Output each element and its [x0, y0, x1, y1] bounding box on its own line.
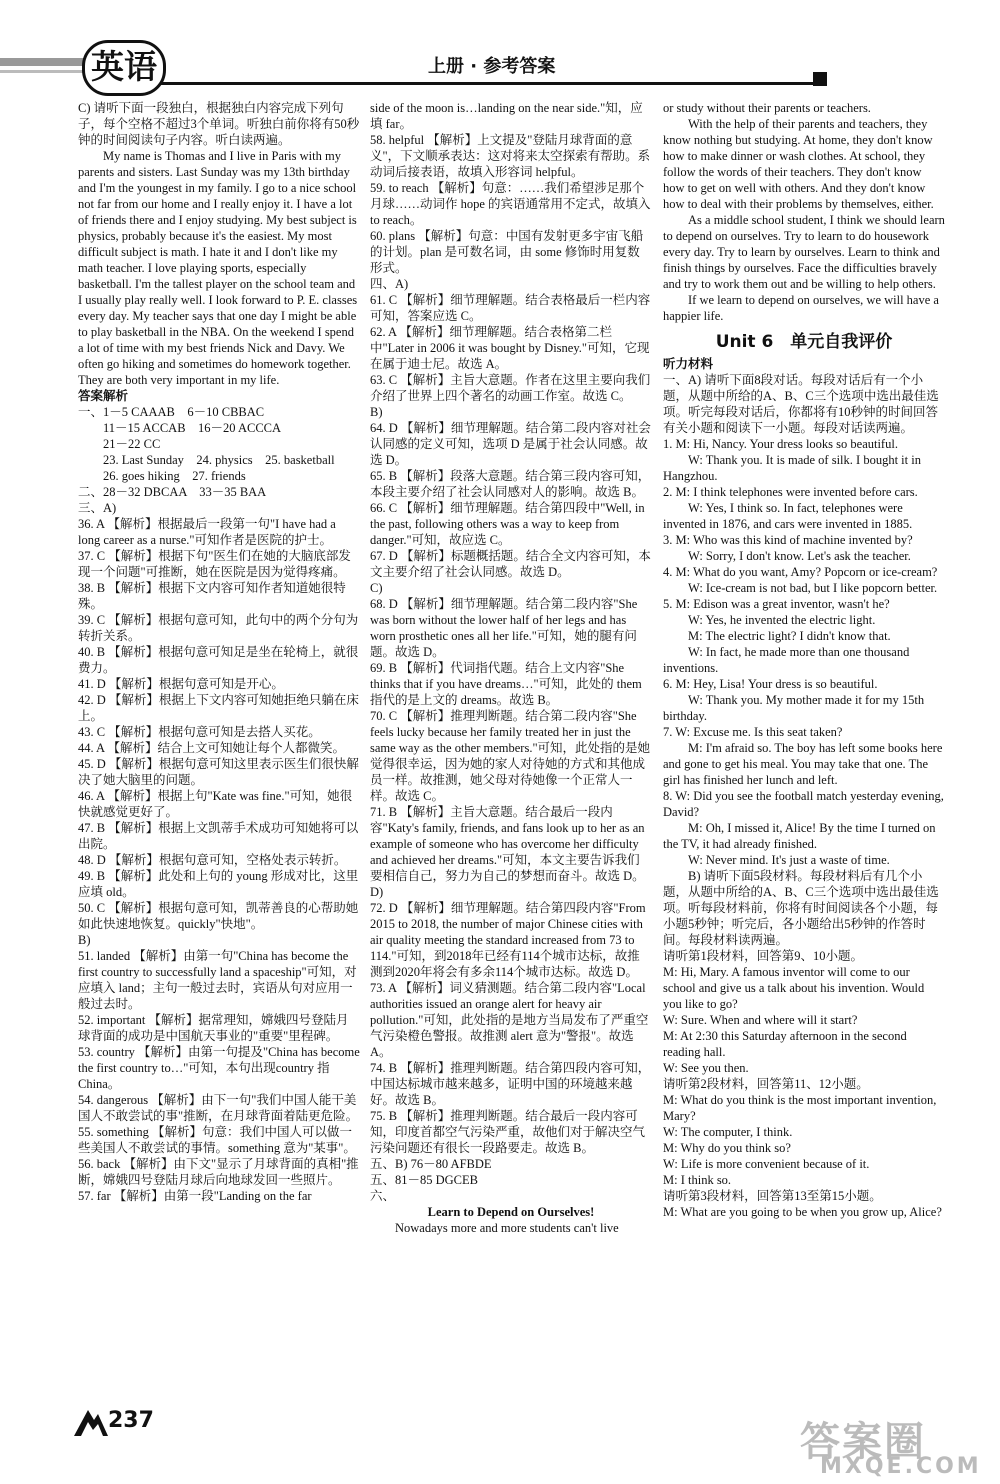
dialogue-line: M: The electric light? I didn't know that. [688, 629, 891, 643]
dialogue-line: 2. M: I think telephones were invented before cars. [663, 485, 918, 499]
essay-paragraph: As a middle school student, I think we should learn to depend on ourselves. Try to learn to do housework every day. Try to learn by ourselves. Learn to think and finish things by ourselves. Face the difficulties bravely and try to work them out and be willing to help others. [663, 213, 945, 291]
answer-item: 41. D 【解析】根据句意可知是开心。 [78, 677, 284, 691]
dialogue-line: M: Hi, Mary. A famous inventor will come to our school and give us a talk about his invention. Would you like to go? [663, 965, 925, 1011]
answer-item: 67. D 【解析】标题概括题。结合全文内容可知，本文主要介绍了社会认同感。故选 D。 [370, 549, 651, 579]
column-left [78, 100, 360, 1204]
answer-item: 45. D 【解析】根据句意可知这里表示医生们很快解决了她大脑里的问题。 [78, 757, 359, 787]
answer-item: 65. B 【解析】段落大意题。结合第三段内容可知，本段主要介绍了社会认同感对人的影响。故选 B。 [370, 469, 651, 499]
answer-item: 74. B 【解析】推理判断题。结合第四段内容可知，中国达标城市越来越多，证明中国的环境越来越好。故选 B。 [370, 1061, 651, 1107]
answer-item: 56. back 【解析】由下文"显示了月球背面的真相"推断，嫦娥四号登陆月球后向地球发回一些照片。 [78, 1157, 359, 1187]
essay-paragraph: With the help of their parents and teachers, they know nothing but studying. At home, they don't know how to make dinner or wash clothes. At school, they follow the words of their teachers. They don't know how to get on well with others. And they don't know how to deal with their problems by themselves, either. [663, 117, 934, 211]
answer-item: 51. landed 【解析】由第一句"China has become the first country to successfully land a spaceship"可知，对应填入 land；主句一般过去时，宾语从句对应用一般过去时。 [78, 949, 357, 1011]
answer-item: 66. C 【解析】细节理解题。结合第四段中"Well, in the past, following others was a way to keep from danger."可知，故应选 C。 [370, 501, 645, 547]
dialogue-line: M: Why do you think so? [663, 1141, 791, 1155]
section-label: 六、 [370, 1189, 396, 1203]
section-instruction: C) 请听下面一段独白，根据独白内容完成下列句子，每个空格不超过3个单词。听独白前你将有50秒钟的时间阅读句子内容。听白读两遍。 [78, 101, 360, 147]
section-label: B) [78, 933, 91, 947]
dialogue-line: W: Thank you. It is made of silk. I bought it in Hangzhou. [663, 453, 921, 483]
answer-item: 37. C 【解析】根据下句"医生们在她的大脑底部发现一个问题"可推断，她在医院是因为觉得疼痛。 [78, 549, 351, 579]
essay-paragraph: If we learn to depend on ourselves, we will have a happier life. [663, 293, 939, 323]
dialogue-line: W: Sorry, I don't know. Let's ask the teacher. [688, 549, 911, 563]
material-label: 请听第3段材料，回答第13至第15小题。 [663, 1189, 882, 1203]
dialogue-line: M: I'm afraid so. The boy has left some books here and gone to get his meal. You may take that one. The girl has finished her lunch and left. [663, 741, 943, 787]
section-label: C) [370, 581, 383, 595]
dialogue-line: 4. M: What do you want, Amy? Popcorn or ice-cream? [663, 565, 938, 579]
answer-item: 59. to reach 【解析】句意：……我们希望涉足那个月球……动词作 hope 的宾语通常用不定式，故填入 to reach。 [370, 181, 651, 227]
dialogue-line: 1. M: Hi, Nancy. Your dress looks so beautiful. [663, 437, 898, 451]
dialogue-line: 5. M: Edison was a great inventor, wasn't he? [663, 597, 890, 611]
dialogue-line: W: See you then. [663, 1061, 749, 1075]
column-middle [370, 100, 652, 1236]
section-label: D) [370, 885, 384, 899]
essay-title: Learn to Depend on Ourselves! [427, 1205, 595, 1219]
answer-item: 55. something 【解析】句意：我们中国人可以做一些美国人不敢尝试的事情。something 意为"某事"。 [78, 1125, 356, 1155]
page-header [0, 40, 1000, 92]
header-rule [160, 82, 820, 85]
section-heading: 听力材料 [663, 357, 714, 371]
answer-item: side of the moon is…landing on the near side."知，应填 far。 [370, 101, 643, 131]
answer-item: 62. A 【解析】细节理解题。结合表格第二栏中"Later in 2006 it was bought by Disney."可知，它现在属于迪士尼。故选 A。 [370, 325, 650, 371]
answer-line: 一、1－5 CAAAB 6－10 CBBAC [78, 405, 265, 419]
answer-heading: 答案解析 [78, 389, 129, 403]
answer-item: 50. C 【解析】根据句意可知，凯蒂善良的心帮助她如此快速地恢复。quickly"快地"。 [78, 901, 359, 931]
dialogue-line: M: What do you think is the most important invention, Mary? [663, 1093, 937, 1123]
answer-item: 63. C 【解析】主旨大意题。作者在这里主要向我们介绍了世界上四个著名的动画工作室。故选 C。 [370, 373, 651, 403]
answer-item: 38. B 【解析】根据下文内容可知作者知道她很特殊。 [78, 581, 346, 611]
dialogue-line: W: In fact, he made more than one thousand inventions. [663, 645, 910, 675]
answer-item: 49. B 【解析】此处和上句的 young 形成对比，这里应填 old。 [78, 869, 359, 899]
mountain-logo-icon [72, 1404, 110, 1438]
dialogue-line: W: Yes, he invented the electric light. [688, 613, 876, 627]
dialogue-line: 3. M: Who was this kind of machine invented by? [663, 533, 913, 547]
answer-item: 39. C 【解析】根据句意可知，此句中的两个分句为转折关系。 [78, 613, 359, 643]
dialogue-line: 7. W: Excuse me. Is this seat taken? [663, 725, 843, 739]
answer-line: 23. Last Sunday 24. physics 25. basketball [103, 453, 335, 467]
answer-item: 68. D 【解析】细节理解题。结合第二段内容"She was born without the lower half of her legs and has worn prosthetic ones all her life."可知，她的腿有问题。故选 D。 [370, 597, 638, 659]
dialogue-line: W: Sure. When and where will it start? [663, 1013, 858, 1027]
listening-instruction: 一、A) 请听下面8段对话。每段对话后有一个小题，从题中所给的A、B、C三个选项中选出最佳选项。听完每段对话后，你都将有10秒钟的时间回答有关小题和阅读下一小题。每段对话读两遍。 [663, 373, 939, 435]
answer-item: 69. B 【解析】代词指代题。结合上文内容"She thinks that if you have dreams…"可知，此处的 them 指代的是上文的 dreams。故选 B。 [370, 661, 642, 707]
answer-line: 五、81－85 DGCEB [370, 1173, 478, 1187]
header-decor-bar [0, 58, 85, 66]
answer-line: 26. goes hiking 27. friends [103, 469, 246, 483]
dialogue-line: W: Life is more convenient because of it. [663, 1157, 870, 1171]
dialogue-line: W: Yes, I think so. In fact, telephones were invented in 1876, and cars were invented in 1885. [663, 501, 913, 531]
dialogue-line: 8. W: Did you see the football match yesterday evening, David? [663, 789, 944, 819]
answer-item: 36. A 【解析】根据最后一段第一句"I have had a long career as a nurse."可知作者是医院的护士。 [78, 517, 336, 547]
essay-paragraph: Nowadays more and more students can't live [395, 1221, 619, 1235]
dialogue-line: W: Ice-cream is not bad, but I like popcorn better. [688, 581, 938, 595]
header-title: 上册 · 参考答案 [428, 56, 556, 77]
answer-item: 73. A 【解析】词义猜测题。结合第二段内容"Local authorities issued an orange alert for heavy air pollution."可知，此处指的是地方当局发布了严重空气污染橙色警报。故推测 alert 意为"警报"。故选 A。 [370, 981, 649, 1059]
watermark-url: MXQE.COM [820, 1454, 982, 1479]
material-label: 请听第1段材料，回答第9、10小题。 [663, 949, 864, 963]
answer-line: 21－22 CC [103, 437, 161, 451]
answer-item: 42. D 【解析】根据上下文内容可知她拒绝只躺在床上。 [78, 693, 359, 723]
section-label: 三、A) [78, 501, 117, 515]
listening-instruction: B) 请听下面5段材料。每段材料后有几个小题，从题中所给的A、B、C三个选项中选出最佳选项。听每段材料前，你将有时间阅读各个小题，每小题5秒钟；听完后，各小题给出5秒钟的作答时间。每段材料读两遍。 [663, 869, 939, 947]
answer-item: 54. dangerous 【解析】由下一句"我们中国人能干美国人不敢尝试的事"推断，在月球背面着陆更危险。 [78, 1093, 359, 1123]
answer-item: 48. D 【解析】根据句意可知，空格处表示转折。 [78, 853, 347, 867]
answer-line: 五、B) 76－80 AFBDE [370, 1157, 492, 1171]
answer-line: 二、28－32 DBCAA 33－35 BAA [78, 485, 267, 499]
answer-item: 75. B 【解析】推理判断题。结合最后一段内容可知，印度首都空气污染严重，故他们对于解决空气污染问题还有很长一段路要走。故选 B。 [370, 1109, 646, 1155]
dialogue-line: M: I think so. [663, 1173, 732, 1187]
answer-item: 53. country 【解析】由第一句提及"China has become the first country to…"可知，本句出现country 指 China。 [78, 1045, 360, 1091]
subject-badge: 英语 [82, 40, 166, 96]
answer-item: 52. important 【解析】据常理知，嫦娥四号登陆月球背面的成功是中国航天事业的"重要"里程碑。 [78, 1013, 349, 1043]
material-label: 请听第2段材料，回答第11、12小题。 [663, 1077, 869, 1091]
header-square-mark [813, 72, 827, 86]
column-right [663, 100, 945, 1220]
dialogue-line: W: Never mind. It's just a waste of time. [688, 853, 890, 867]
answer-item: 43. C 【解析】根据句意可知是去搭人买花。 [78, 725, 321, 739]
answer-item: 64. D 【解析】细节理解题。结合第二段内容对社会认同感的定义可知，选项 D 是属于社会认同感。故选 D。 [370, 421, 651, 467]
answer-item: 40. B 【解析】根据句意可知足是坐在轮椅上，就很费力。 [78, 645, 359, 675]
answer-item: 72. D 【解析】细节理解题。结合第四段内容"From 2015 to 2018, the number of major Chinese cities with air quality meeting the standard increased from 73 to 114."可知，到2018年已经有114个城市达标，故推测到2020年将会有多余114个城市达标。故选 D。 [370, 901, 646, 979]
dialogue-line: W: Thank you. My mother made it for my 15th birthday. [663, 693, 925, 723]
header-decor-bar-thin [0, 70, 85, 73]
answer-item: 60. plans 【解析】句意：中国有发射更多宇宙飞船的计划。plan 是可数名词，由 some 修饰时用复数形式。 [370, 229, 644, 275]
section-label: 四、A) [370, 277, 409, 291]
answer-item: 44. A 【解析】结合上文可知她让每个人都微笑。 [78, 741, 346, 755]
dialogue-line: M: What are you going to be when you grow up, Alice? [663, 1205, 942, 1219]
unit-title: Unit 6 单元自我评价 [715, 332, 893, 352]
answer-item: 47. B 【解析】根据上文凯蒂手术成功可知她将可以出院。 [78, 821, 359, 851]
answer-item: 71. B 【解析】主旨大意题。结合最后一段内容"Katy's family, friends, and fans look up to her as an example of someone who has overcome her difficulty and achieved her dreams."可知，本文主要告诉我们要相信自己，努力为自己的梦想而奋斗。故选 D。 [370, 805, 645, 883]
answer-item: 61. C 【解析】细节理解题。结合表格最后一栏内容可知，答案应选 C。 [370, 293, 651, 323]
answer-item: 57. far 【解析】由第一段"Landing on the far [78, 1189, 312, 1203]
dialogue-line: M: At 2:30 this Saturday afternoon in the second reading hall. [663, 1029, 907, 1059]
dialogue-line: 6. M: Hey, Lisa! Your dress is so beautiful. [663, 677, 878, 691]
dialogue-line: W: The computer, I think. [663, 1125, 793, 1139]
essay-paragraph: or study without their parents or teachers. [663, 101, 871, 115]
section-label: B) [370, 405, 383, 419]
monologue-text: My name is Thomas and I live in Paris with my parents and sisters. Last Sunday was my 13th birthday and I'm the youngest in my family. I go to a nice school not far from our home and I really enjoy it. I have a lot of friends there and I enjoy studying. My best subject is physics, probably because it's the easiest. My most difficult subject is math. I hate it and I don't like my math teacher. I love playing sports, especially basketball. I'm the tallest player on the school team and I usually play really well. I look forward to P. E. classes every day. My teacher says that one day I might be able to play basketball in the NBA. On the weekend I spend a lot of time with my best friends Nick and Davy. We often go hiking and sometimes do homework together. They are both very important in my life. [78, 149, 358, 387]
answer-line: 11－15 ACCAB 16－20 ACCCA [103, 421, 282, 435]
answer-item: 46. A 【解析】根据上句"Kate was fine."可知，她很快就感觉更好了。 [78, 789, 353, 819]
dialogue-line: M: Oh, I missed it, Alice! By the time I turned on the TV, it had already finished. [663, 821, 936, 851]
watermark-logo: 答案圈 [800, 1419, 926, 1465]
page-number: 237 [108, 1408, 154, 1433]
answer-item: 70. C 【解析】推理判断题。结合第二段内容"She feels lucky because her family treated her in just the same way as the other members."可知，此处指的是她觉得很幸运，因为她的家人对待她的方式和其他成员一样。故推测，她父母对待她像一个正常人一样。故选 C。 [370, 709, 651, 803]
answer-item: 58. helpful 【解析】上文提及"登陆月球背面的意义"，下文顺承表达：这对将来太空探索有帮助。系动词后接表语，故填入形容词 helpful。 [370, 133, 651, 179]
